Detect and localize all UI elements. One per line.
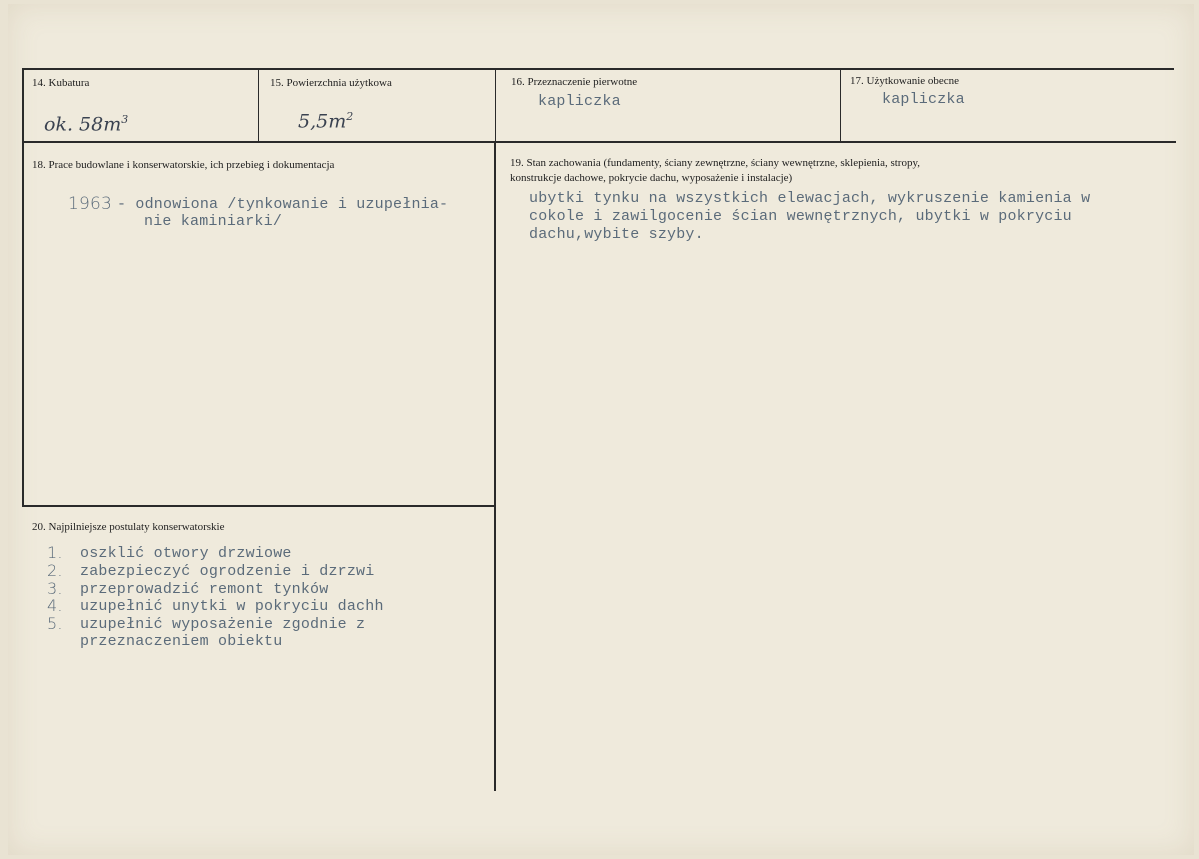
postulate-text: uzupełnić wyposażenie zgodnie z [80, 616, 366, 633]
field-16-value: kapliczka [538, 93, 621, 110]
postulate-number: 4. [47, 596, 63, 615]
postulate-text: uzupełnić unytki w pokryciu dachh [80, 598, 384, 615]
postulate-number: 2. [47, 561, 63, 580]
postulate-text-continuation: przeznaczeniem obiektu [80, 633, 283, 650]
field-18-line-1: - odnowiona /tynkowanie i uzupełnia- [117, 196, 449, 213]
left-border [22, 68, 24, 507]
field-19-line-2: cokole i zawilgocenie ścian wewnętrznych, ubytki w pokryciu [529, 208, 1072, 225]
center-vertical-rule [494, 141, 496, 791]
field-14-handwritten-sup: 3 [121, 113, 129, 126]
field-20-label: 20. Najpilniejsze postulaty konserwatorskie [32, 521, 225, 533]
divider-15-16 [495, 68, 496, 143]
row1-bottom-rule [22, 141, 1176, 143]
record-card [8, 4, 1194, 855]
field-17-value: kapliczka [882, 91, 965, 108]
field-18-label: 18. Prace budowlane i konserwatorskie, ich przebieg i dokumentacja [32, 159, 335, 171]
divider-14-15 [258, 68, 259, 143]
postulate-text: zabezpieczyć ogrodzenie i dzrzwi [80, 563, 375, 580]
field-19-label-line-2: konstrukcje dachowe, pokrycie dachu, wyposażenie i instalacje) [510, 172, 793, 184]
field-15-handwritten-value [298, 110, 353, 132]
divider-16-17 [840, 68, 841, 143]
field-19-line-1: ubytki tynku na wszystkich elewacjach, wykruszenie kamienia w [529, 190, 1091, 207]
section-18-bottom-rule [22, 505, 494, 507]
field-17-label: 17. Użytkowanie obecne [850, 75, 960, 87]
field-14-label: 14. Kubatura [32, 77, 90, 89]
top-rule [22, 68, 1174, 70]
postulate-number: 3. [47, 579, 63, 598]
postulate-number: 5. [47, 614, 63, 633]
field-19-line-3: dachu,wybite szyby. [529, 226, 704, 243]
field-15-handwritten-sup: 2 [346, 110, 354, 123]
field-14-handwritten-value [44, 113, 128, 135]
postulate-number: 1. [47, 543, 63, 562]
postulate-text: przeprowadzić remont tynków [80, 581, 329, 598]
field-16-label: 16. Przeznaczenie pierwotne [511, 76, 638, 88]
field-14-handwritten-text: ok. 58m [44, 113, 122, 136]
postulate-text: oszklić otwory drzwiowe [80, 545, 292, 562]
field-18-year: 1963 [68, 194, 113, 214]
field-15-handwritten-text: 5,5m [298, 110, 347, 133]
field-19-label-line-1: 19. Stan zachowania (fundamenty, ściany zewnętrzne, ściany wewnętrzne, sklepienia, stropy, [510, 157, 921, 169]
field-15-label: 15. Powierzchnia użytkowa [270, 77, 392, 89]
field-18-line-2: nie kaminiarki/ [144, 213, 283, 230]
